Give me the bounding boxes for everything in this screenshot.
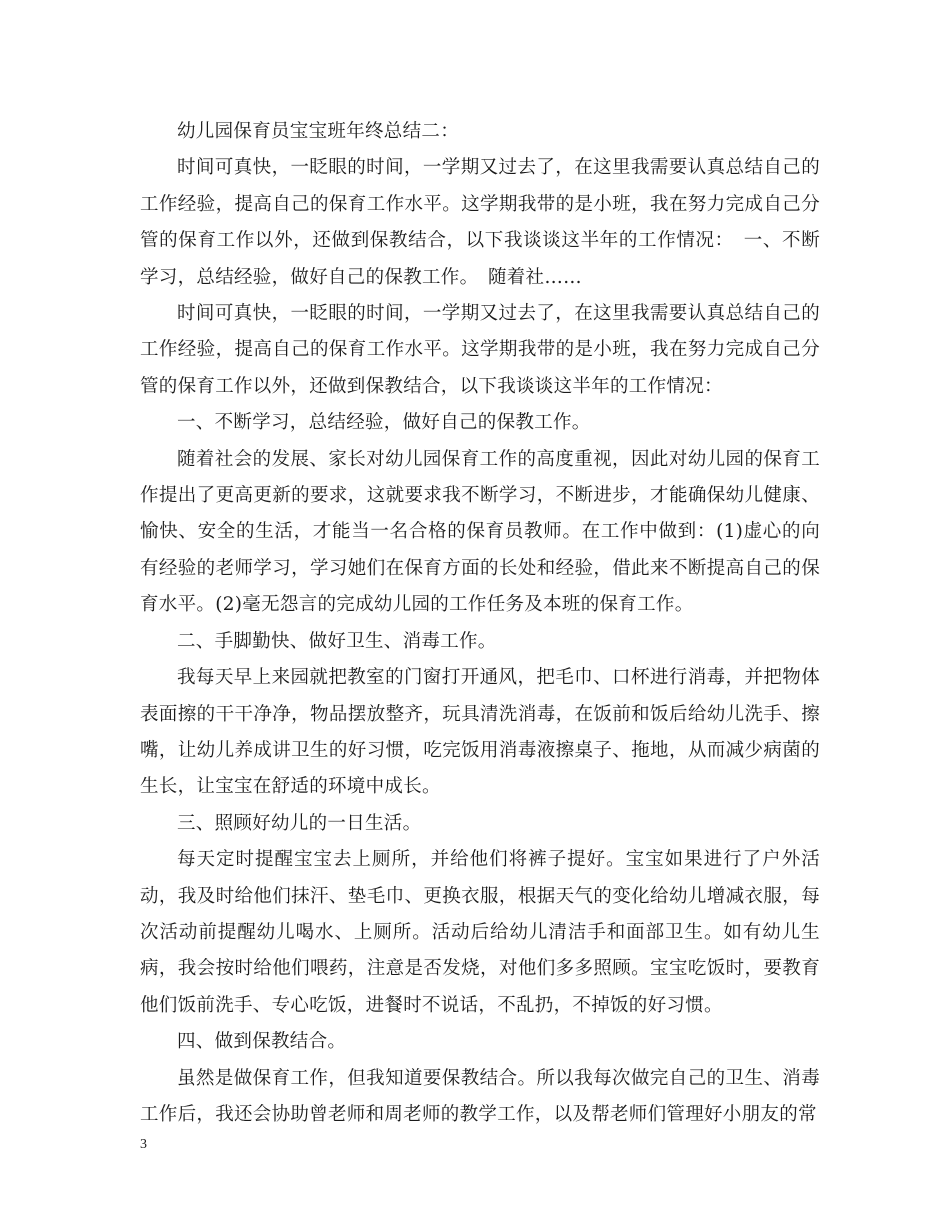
- paragraph-section-4: 虽然是做保育工作，但我知道要保教结合。所以我每次做完自己的卫生、消毒工作后，我还会协助曾老师和周老师的教学工作，以及帮老师们管理好小朋友的常: [140, 1067, 820, 1125]
- section-heading-1: 一、不断学习，总结经验，做好自己的保教工作。: [177, 412, 591, 434]
- section-heading-3: 三、照顾好幼儿的一日生活。: [177, 812, 422, 834]
- section-heading-4: 四、做到保教结合。: [177, 1031, 347, 1053]
- paragraph-intro: 时间可真快，一眨眼的时间，一学期又过去了，在这里我需要认真总结自己的工作经验，提高自己的保育工作水平。这学期我带的是小班，我在努力完成自己分管的保育工作以外，还做到保教结合，以下我谈谈这半年的工作情况：: [140, 303, 820, 397]
- document-title: 幼儿园保育员宝宝班年终总结二：: [177, 121, 460, 142]
- paragraph-section-1: 随着社会的发展、家长对幼儿园保育工作的高度重视，因此对幼儿园的保育工作提出了更高更新的要求，这就要求我不断学习，不断进步，才能确保幼儿健康、愉快、安全的生活，才能当一名合格的保育员教师。在工作中做到：(1)虚心的向有经验的老师学习，学习她们在保育方面的长处和经验，借此来不断提高自己的保育水平。(2)毫无怨言的完成幼儿园的工作任务及本班的保育工作。: [140, 448, 820, 616]
- paragraph-section-3: 每天定时提醒宝宝去上厕所，并给他们将裤子提好。宝宝如果进行了户外活动，我及时给他们抹汗、垫毛巾、更换衣服，根据天气的变化给幼儿增减衣服，每次活动前提醒幼儿喝水、上厕所。活动后给幼儿清洁手和面部卫生。如有幼儿生病，我会按时给他们喂药，注意是否发烧，对他们多多照顾。宝宝吃饭时，要教育他们饭前洗手、专心吃饭，进餐时不说话，不乱扔，不掉饭的好习惯。: [140, 849, 820, 1016]
- paragraph-summary-excerpt: 时间可真快，一眨眼的时间，一学期又过去了，在这里我需要认真总结自己的工作经验，提高自己的保育工作水平。这学期我带的是小班，我在努力完成自己分管的保育工作以外，还做到保教结合，以下我谈谈这半年的工作情况： 一、不断学习，总结经验，做好自己的保教工作。 随着社……: [140, 157, 820, 288]
- paragraph-section-2: 我每天早上来园就把教室的门窗打开通风，把毛巾、口杯进行消毒，并把物体表面擦的干干净净，物品摆放整齐，玩具清洗消毒，在饭前和饭后给幼儿洗手、擦嘴，让幼儿养成讲卫生的好习惯，吃完饭用消毒液擦桌子、拖地，从而减少病菌的生长，让宝宝在舒适的环境中成长。: [140, 667, 820, 798]
- page-number: 3: [140, 1137, 147, 1152]
- document-body: [140, 114, 820, 1133]
- section-heading-2: 二、手脚勤快、做好卫生、消毒工作。: [177, 630, 497, 652]
